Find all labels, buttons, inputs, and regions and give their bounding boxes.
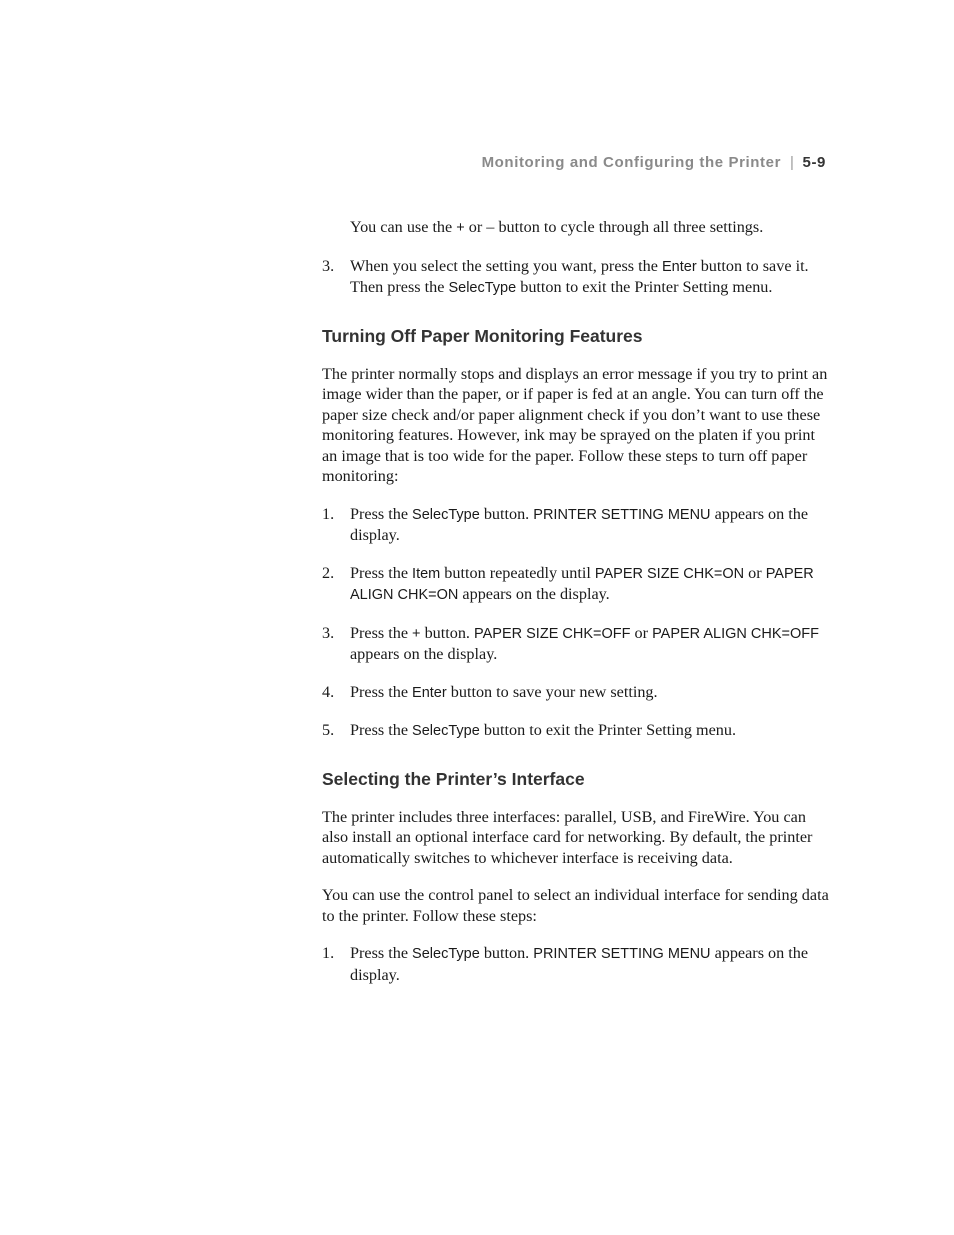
list-item: 3. When you select the setting you want, press the Enter button to save it. Then press the SelecType button to exit the Printer Setting menu. xyxy=(322,256,809,296)
section-paragraph: The printer includes three interfaces: parallel, USB, and FireWire. You can also install an optional interface card for networking. By default, the printer automatically switches to whichever interface is receiving data. xyxy=(322,807,813,867)
list-item: 4. Press the Enter button to save your new setting. xyxy=(322,682,658,701)
chapter-title: Monitoring and Configuring the Printer xyxy=(481,154,782,171)
header-separator: | xyxy=(790,154,795,171)
plus-button-ref: + xyxy=(456,220,465,236)
section-heading-paper-monitoring: Turning Off Paper Monitoring Features xyxy=(322,325,643,346)
steps-list xyxy=(322,504,830,742)
step-number: 3. xyxy=(322,623,335,642)
list-item: 1. Press the SelecType button. PRINTER SETTING MENU appears on the display. xyxy=(322,504,809,544)
step-number: 1. xyxy=(322,504,335,523)
intro-paragraph: You can use the + or – button to cycle through all three settings. xyxy=(350,218,764,236)
step-number: 1. xyxy=(322,944,335,962)
step-number: 2. xyxy=(322,563,335,582)
running-header xyxy=(482,154,826,171)
step-number: 3. xyxy=(322,256,335,275)
step-number: 4. xyxy=(322,682,335,701)
list-item: 1. Press the SelecType button. PRINTER SETTING MENU appears on the display. xyxy=(322,944,809,984)
page-number: 5-9 xyxy=(802,154,826,171)
step-number: 5. xyxy=(322,721,335,739)
list-item: 3. Press the + button. PAPER SIZE CHK=OFF or PAPER ALIGN CHK=OFF appears on the display. xyxy=(322,623,819,663)
page-body xyxy=(322,217,830,1002)
section-paragraph: The printer normally stops and displays an error message if you try to print an image wider than the paper, or if paper is fed at an angle. You can turn off the paper size check and/or paper alignment check if you don’t want to use these monitoring features. However, ink may be sprayed on the platen if you print an image that is too wide for the paper. Follow these steps to turn off paper monitoring: xyxy=(322,364,828,485)
list-item: 5. Press the SelecType button to exit the Printer Setting menu. xyxy=(322,721,737,739)
section-heading-interface: Selecting the Printer’s Interface xyxy=(322,768,585,789)
steps-list xyxy=(322,943,830,985)
list-item: 2. Press the Item button repeatedly until PAPER SIZE CHK=ON or PAPER ALIGN CHK=ON appears on the display. xyxy=(322,563,814,603)
section-paragraph: You can use the control panel to select an individual interface for sending data to the printer. Follow these steps: xyxy=(322,886,829,925)
